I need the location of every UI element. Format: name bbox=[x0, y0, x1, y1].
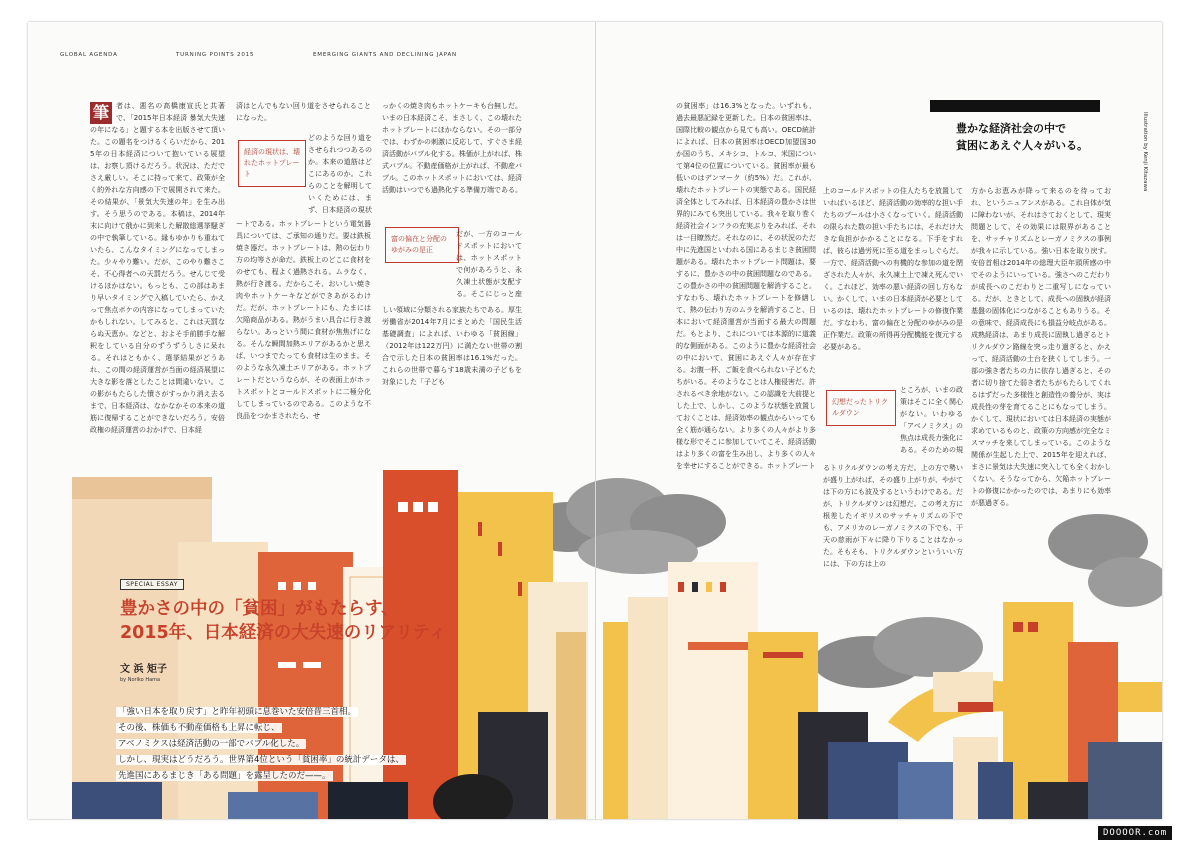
running-header-right: EMERGING GIANTS AND DECLINING JAPAN bbox=[313, 52, 457, 58]
body-column-1 bbox=[90, 100, 225, 470]
illustration-credit: Illustration by Kenji Kitazawa bbox=[1142, 112, 1148, 192]
page-gutter bbox=[595, 22, 596, 819]
lead-paragraph bbox=[116, 704, 406, 784]
body-column-2a: 済はとんでもない回り道をさせられることになった。 bbox=[236, 102, 371, 122]
lead-line: その後、株価も不動産価格も上昇に転じ、 bbox=[118, 723, 280, 733]
subheading-box-3: 幻想だったトリクルダウン bbox=[826, 390, 896, 426]
pull-quote-line-2: 貧困にあえぐ人々がいる。 bbox=[956, 139, 1088, 152]
subheading-box-2: 富の偏在と分配のゆがみの是正 bbox=[385, 227, 459, 263]
site-watermark: DOOOOR.com bbox=[1098, 826, 1172, 840]
body-column-3b-inset bbox=[456, 228, 522, 298]
body-column-5b bbox=[823, 462, 963, 637]
column-2b-text-continued: ートである。ホットプレートという電気器具については、ご承知の通りだ。要は鉄板焼き器だ。ホットプレートは、熱の伝わり方の均等さが命だ。鉄板上のどこに食材をのせても、程よく過熱される。ムラなく、熱が行き渡る。だからこそ、おいしい焼き肉やホットケーキなどができあがるわけだ。だが、ホットプレートにも、たまには欠陥商品がある。熱がうまい具合に行き渡らない。あっという間に食材が焦焦げになる。そんな瞬間加熱エリアがあるかと思えば、いつまでたっても食材は生のまま。そのような永久凍土エリアがある。ホットプレートだというならが、その表面上がホットスポットとコールドスポットに二極分化してしまっているのである。このような不良品をつかまされたら、せ bbox=[236, 220, 371, 420]
column-5b-text: ところが、いまの政策はそこに全く関心がない。いわゆる「アベノミクス」の焦点は成長力強化にある。そのための規 bbox=[900, 386, 963, 454]
body-column-6: 方からお恵みが降って来るのを待っておれ、というニュアンスがある。これ自体が気に障わないが、それはさておくとして、現実問題として、その効果には限界があることを、サッチャリズムとレーガノミクスの事例が我々に示している。強い日本を取り戻す。安倍首相は2014年の総理大臣年頭所感の中でそのようにいっている。強さへのこだわりが成長へのこだわりと二重写しになっている。だが、ときとして、成長への固執が経済基盤の固体化につながることもありうる。その意味で、経済成長にも損益分岐点がある。成熟経済は、あまり成長に固執し過ぎるとトリクルダウン路線を突っ走り過ぎると、かえって、経済活動の土台を狭くしてしまう。一部の強き者たちの力に依存し過ぎると、その者に切り捨てた弱き者たちがもたらしてくれるはずだった多様性と創造性の養分が、実は成長性の芽を育てることにもなってしまう。かくして、現状においては日本経済の実態が求めているものと、政策の方向感が完全なミスマッチを来してしまっている。このような関係が生起した上で、2015年を迎えれば、まさに景気は大失速に突入しても全くおかしくない。そうなってから、欠陥ホットプレートの修復にかかったのでは、あまりにも効率が悪過ぎる。 bbox=[971, 187, 1111, 507]
running-header-left: GLOBAL AGENDA bbox=[60, 52, 118, 58]
author-name: 文 浜 矩子 bbox=[120, 664, 167, 675]
column-1-text: 者は、悪名の高橋康宣氏と共著で、「2015年日本経済 暴気大失速の年になる」と題する本を出版させて頂いた。この題名をつけるくらいだから、2015年の日本経済について抱いている展望は、お察し頂けるだろう。状況は、ただでさえ厳しい。そこに持って来て、政策が全く的外れな方向感の下で展開されて来た。その結果が、「景気大失速の年」を生み出す。そう思うのである。本稿は、2014年末に向けて俄かに到来した解散総選挙騒ぎの中で執筆している。縁もゆかりも重ねていたら、こんなタイミングになってしまった。少々やり難い。だが、このやり難さこそ、不心得者への天罰だろう。せんじて受けるほかはない。もっとも、この部はあまり早いタイミングで入稿していたら、かえって焦点ボケの内容になってしまっていたかもしれない。してみると、これは天罰ならぬ天恵か。などと、およそ手前勝手な解釈をしている自分のずうずうしさに呆れる。それはともかく、選挙結果がどうあれ、この間の経済運営が当面の経済展望に大きな影を落としたことは間違いない。この影がもたらした憤さがすっかり消え去るまで、日本経済は、なかなかその本来の道筋に復帰することができないだろう。安倍政権の経済運営のおかげで、日本経 bbox=[90, 102, 225, 434]
body-column-2b-inset bbox=[308, 132, 372, 214]
body-column-3b bbox=[382, 304, 522, 508]
pull-quote bbox=[956, 120, 1088, 154]
author-name-en: by Noriko Hama bbox=[120, 677, 161, 683]
special-essay-tag: SPECIAL ESSAY bbox=[120, 579, 184, 590]
magazine-spread bbox=[28, 22, 1162, 819]
running-header-mid: TURNING POINTS 2015 bbox=[176, 52, 255, 58]
drop-cap: 筆 bbox=[90, 102, 112, 124]
column-3b-text: だが、一方のコールドスポットにおいては、ホットスポットで何があろうと、永久凍土状態が支配する。そこにじっと座 bbox=[456, 230, 522, 298]
lead-line: しかし、現実はどうだろう。世界第4位という「貧困率」の統計データは、 bbox=[118, 755, 404, 765]
subheading-box-1: 経済の現状は、壊れたホットプレート bbox=[238, 140, 306, 187]
body-column-2b bbox=[236, 218, 371, 508]
body-column-3a: っかくの焼き肉もホットケーキも台無しだ。いまの日本経済こそ、まさしく、この壊れたホットプレートにほかならない。その一部分では、わずかの刺激に反応して、すぐさま経済活動がバブル化する。株価が上がれば、株式バブル。不動産価格が上がれば、不動産バブル。このホットスポットにおいては、経済活動はいつでも過熱化する準備万端である。 bbox=[382, 102, 522, 194]
column-5b-text-continued: るトリクルダウンの考え方だ。上の方で勢いが盛り上がれば、その盛り上がりが、やがては下の方にも波及するというわけである。だが、トリクルダウンは幻想だ。この考え方に根差したイギリスのサッチャリズムの下でも、アメリカのレーガノミクスの下でも、干天の慈雨が下々に降り下りることはなかった。そもそも、トリクルダウンといういい方には、下の方は上の bbox=[823, 464, 963, 568]
article-title bbox=[120, 597, 446, 645]
lead-line: 「強い日本を取り戻す」と昨年初頭に息巻いた安倍晋三首相。 bbox=[118, 707, 357, 717]
body-column-5b-inset bbox=[900, 384, 963, 456]
lead-line: 先進国にあるまじき「ある問題」を露呈したのだ——。 bbox=[118, 771, 331, 781]
column-2b-text: どのような回り道をさせられつつあるのか。本来の道筋はどこにあるのか。これらのことを解明していくためには、まず、日本経済の現状 bbox=[308, 134, 372, 214]
pull-quote-bar bbox=[930, 100, 1100, 112]
title-line-1: 豊かさの中の「貧困」がもたらす、 bbox=[120, 599, 399, 619]
title-line-2: 2015年、日本経済の大失速のリアリティ bbox=[120, 623, 447, 643]
pull-quote-line-1: 豊かな経済社会の中で bbox=[956, 122, 1066, 135]
body-column-4: の貧困率」は16.3%となった。いずれも、過去最悪記録を更新した。日本の貧困率は、国際比較の観点から見ても高い。OECD統計によれば、日本の貧困率はOECD加盟国30か国のうち、メキシコ、トルコ、米国について第4位の位置についている。貧困率が最も低いのはデンマーク（約5%）だ。これが、壊れたホットプレートの実態である。国民経済全体としてみれば、日本経済の豊かさは世界的にみても突出している。我々を取り巻く経済社会インフラの充実ぶりをみれば、それは一目瞭然だ。それなのに、その状況のただ中に先進国といわれる国にあるまじき貧困問題がある。壊れたホットプレート問題は、要するに、豊かさの中の貧困問題なのである。この豊かさの中の貧困問題を解消すること。すなわち、壊れたホットプレートを修繕して、熱の伝わり方のムラを解消すること、日本において経済運営が当面する最大の問題だ。もとより、これについては本源的に道義的な側面がある。このように豊かな経済社会の中において、貧困にあえぐ人々が存在する。お腹一杯、ご飯を食べられない子どもたちがいる。そのようなことは人権侵害だ。許されるべき余地がない。この認識を大前提とした上で、しかし、このような状態を放置しておくことは、経済効率の観点からいっても全く筋が通らない。より多くの人々がより多様な形でそこに参加していてこそ、経済活動はより多くの富を生み出し、より多くの人々を幸せにすることができる。ホットプレート bbox=[676, 102, 816, 470]
column-3b-text-continued: しい領域に分類される家族たちである。厚生労働省が2014年7月にまとめた「国民生活基礎調査」によれば、いわゆる「貧困線」（2012年は122万円）に満たない世帯の割合で示した日本の貧困率は16.1%だった。これらの世帯で暮らす18歳未満の子どもを対象にした「子ども bbox=[382, 306, 522, 386]
body-column-5a: 上のコールドスポットの住人たちを放置していればいるほど、経済活動の効率的な担い手たちのプールは小さくなっていく。経済活動の限られた数の担い手たちには、それだけ大きな負担がかかることになる。下手をすれば、彼らは過労死に至る道をまっしぐらだ。一方で、経済活動への有機的な参加の道を閉ざされた人々が、永久凍土上で凍え死んでいく。これほど、効率の悪い経済の回し方もない。かくして、いまの日本経済が必要としているのは、壊れたホットプレートの修復作業だ。すなわち、富の偏在と分配のゆがみの是正作業だ。政策の所得再分配機能を復元する必要がある。 bbox=[823, 187, 963, 351]
lead-line: アベノミクスは経済活動の一部でバブル化した。 bbox=[118, 739, 305, 749]
